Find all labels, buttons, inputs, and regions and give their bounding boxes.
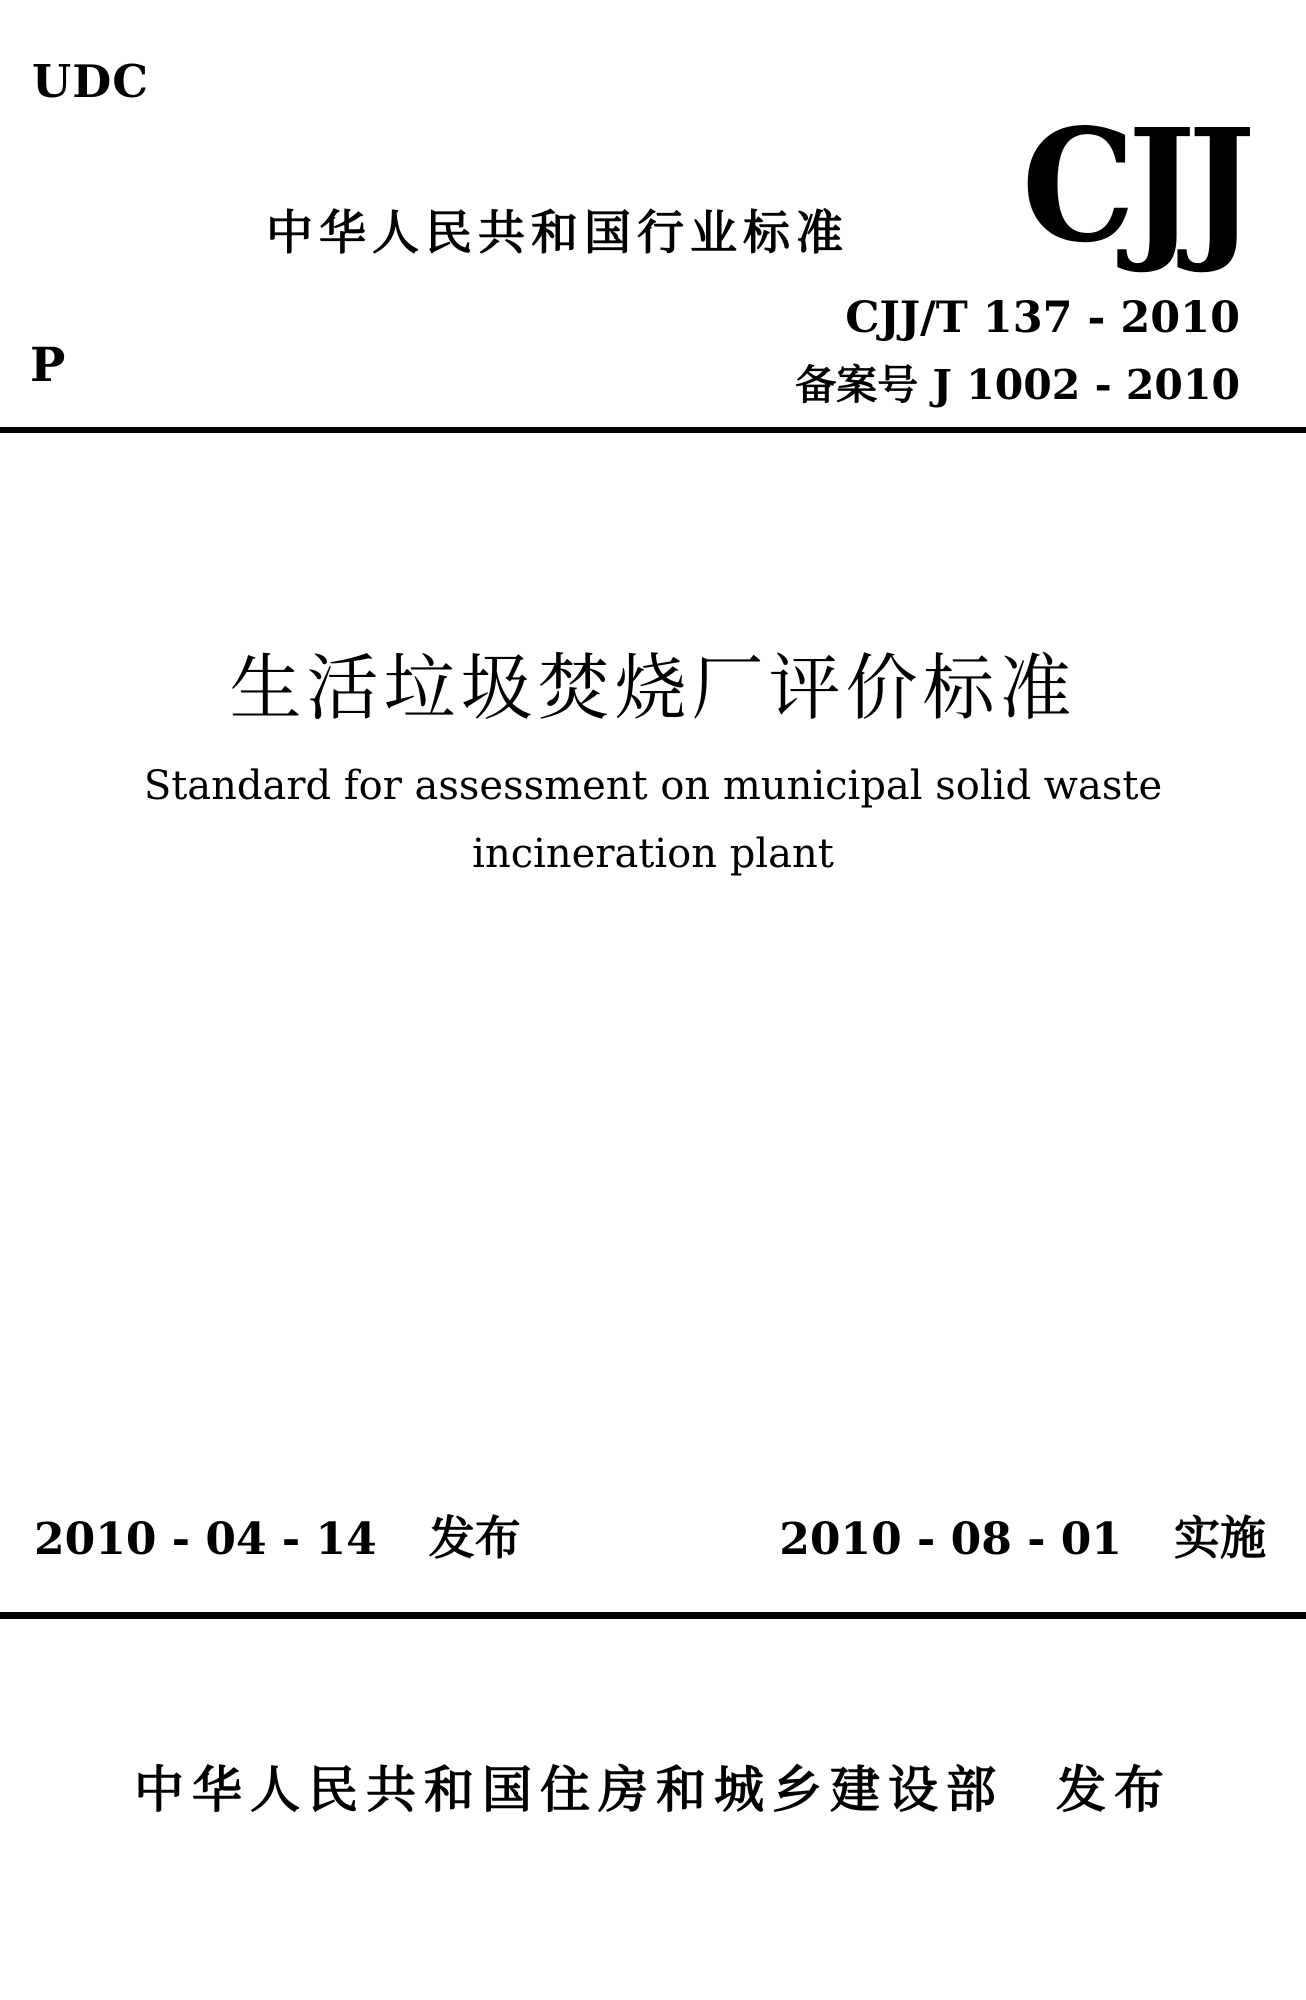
implementation-label: 实施 (1174, 1511, 1266, 1565)
cjj-logo: CJJ (1021, 94, 1248, 277)
publisher-action-label: 发布 (1056, 1761, 1172, 1819)
publisher-name: 中华人民共和国住房和城乡建设部 (134, 1761, 1004, 1819)
top-divider-rule (0, 427, 1306, 433)
classification-code: P (30, 338, 66, 393)
udc-label: UDC (32, 55, 150, 108)
publisher-row (0, 1750, 1306, 1822)
standard-title-chinese: 生活垃圾焚烧厂评价标准 (229, 646, 1077, 730)
issue-date-group (34, 1502, 521, 1568)
issue-date: 2010 - 04 - 14 (34, 1514, 377, 1565)
standard-title-english-line1: Standard for assessment on municipal solid waste (143, 763, 1163, 809)
bottom-divider-rule (0, 1612, 1306, 1619)
standard-number: CJJ/T 137 - 2010 (845, 293, 1240, 343)
standard-title-english-line2: incineration plant (472, 831, 834, 877)
record-number: 备案号 J 1002 - 2010 (795, 361, 1240, 409)
issue-label: 发布 (428, 1511, 521, 1565)
implementation-date-group (779, 1502, 1266, 1568)
implementation-date: 2010 - 08 - 01 (779, 1514, 1122, 1565)
industry-standard-heading: 中华人民共和国行业标准 (266, 206, 849, 261)
standard-title-english (0, 752, 1306, 888)
dates-row (34, 1502, 1266, 1568)
